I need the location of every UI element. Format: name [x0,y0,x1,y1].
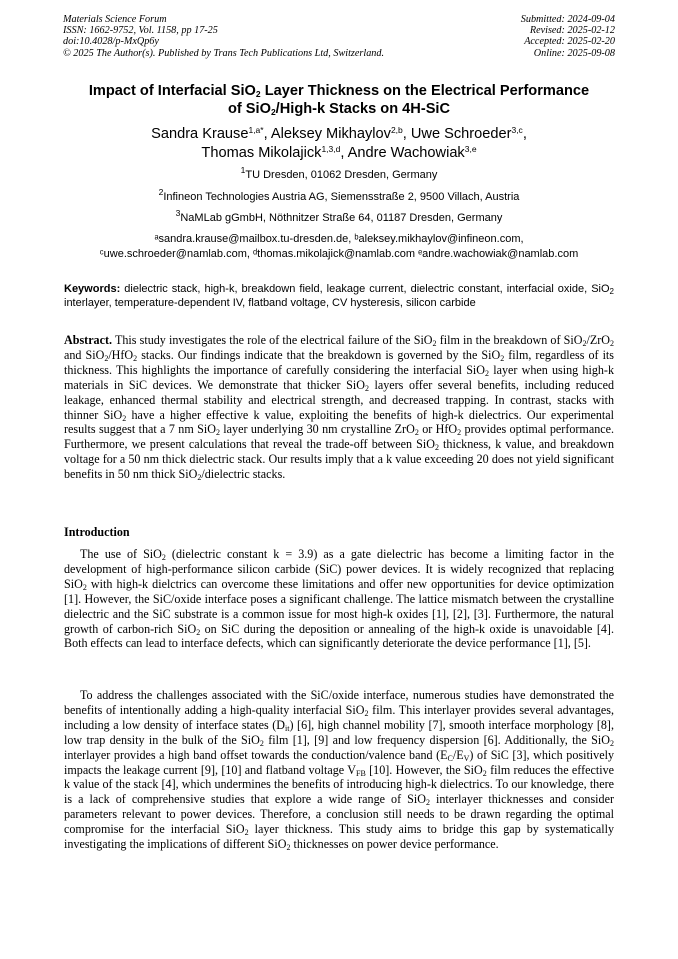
copyright-line: © 2025 The Author(s). Published by Trans Tech Publications Ltd, Switzerland. [63,47,385,59]
submitted-date: Submitted: 2024-09-04 [520,14,615,25]
affiliation-1: $^1$TU Dresden, 01062 Dresden, Germany [240,165,438,181]
submission-dates [521,14,615,59]
journal-doi: doi:10.4028/p-MxQp6y [63,36,159,48]
author-name: Sandra Krause [151,126,249,142]
keywords-label: Keywords: [64,283,121,295]
author-name: , Uwe Schroeder [402,126,512,142]
author-emails [40,232,638,262]
email-line[interactable]: ᶜuwe.schroeder@namlab.com, ᵈthomas.mikolajick@namlab.com ᵉandre.wachowiak@namlab.com [99,248,579,260]
affiliation-3: $^3$NaMLab gGmbH, Nöthnitzer Straße 64, 01187 Dresden, Germany [175,208,503,224]
affiliation-2: $^2$Infineon Technologies Austria AG, Siemensstraße 2, 9500 Villach, Austria [158,187,520,203]
introduction-paragraph-2: To address the challenges associated with the SiC/oxide interface, numerous studies have demonstrated the benefits of intentionally adding a high-quality interfacial SiO2 film. This interlayer provides several advantages, including a low density of interface states (Dit) [6], high channel mobility [7], smooth interface morphology [8], low trap density in the bulk of the SiO2 film [1], [9] and low frequency dispersion [6]. Additionally, the SiO2 interlayer provides a high band offset towards the conduction/valence band (EC/EV) of SiC [3], which positively impacts the leakage current [9], [10] and flatband voltage VFB [10]. However, the SiO2 film reduces the effective k value of the stack [4], which undermines the benefits of introducing high-k dielectrics. To our knowledge, there is a lack of comprehensive studies that explore a wide range of SiO2 interlayer thicknesses and consider parameters relevant to power devices. Therefore, a conclusion still needs to be drawn regarding the optimal compromise for the interfacial SiO2 layer thickness. This study aims to bridge this gap by systematically investigating the implications of different SiO2 thicknesses on power device performance. [64,688,615,853]
paper-title: Impact of Interfacial SiO$_2$ Layer Thickness on the Electrical Performance of SiO$_2$/High-k Stacks on 4H-SiC [88,83,590,117]
abstract: Abstract. This study investigates the role of the electrical failure of the SiO2 film in the breakdown of SiO2/ZrO2 and SiO2/HfO2 stacks. Our findings indicate that the breakdown is governed by the SiO2 film, regardless of its thickness. This highlights the importance of carefully considering the interfacial SiO2 layer when using high-k materials in SiC devices. We demonstrate that thicker SiO2 layers offer several benefits, including reduced leakage, enhanced thermal stability and electrical strength, and decreased trapping. In contrast, stacks with thinner SiO2 have a higher effective k value, exploiting the benefits of high-k dielectrics. Our experimental results suggest that a 7 nm SiO2 layer underlying 30 nm crystalline ZrO2 or HfO2 provides optimal performance. Furthermore, we present calculations that reveal the trade-off between SiO2 thickness, k value, and breakdown voltage for a 50 nm thick dielectric stack. Our results imply that a k value exceeding 20 does not yield significant benefits in 50 nm thick SiO2/dielectric stacks. [64,333,615,483]
revised-date: Revised: 2025-02-12 [529,25,615,37]
email-line[interactable]: ᵃsandra.krause@mailbox.tu-dresden.de, ᵇaleksey.mikhaylov@infineon.com, [154,233,524,245]
online-date: Online: 2025-09-08 [533,47,615,59]
author-list: Sandra Krause$^{1,a*}$, Aleksey Mikhaylov$^{2,b}$, Uwe Schroeder$^{3,c}$, Thomas Mikolajick$^{1,3,d}$, Andre Wachowiak$^{3,e}$ [151,125,527,161]
introduction-heading: Introduction [64,525,130,539]
journal-issn: ISSN: 1662-9752, Vol. 1158, pp 17-25 [63,25,218,37]
journal-name: Materials Science Forum [63,14,167,25]
abstract-label: Abstract. [64,333,113,347]
keywords: Keywords: dielectric stack, high-k, breakdown field, leakage current, dielectric constant, interfacial oxide, SiO2 interlayer, temperature-dependent IV, flatband voltage, CV hysteresis, silicon carbide [64,283,614,309]
introduction-paragraph-1: The use of SiO2 (dielectric constant k = 3.9) as a gate dielectric has become a limiting factor in the development of high-performance silicon carbide (SiC) power devices. It is widely recognized that replacing SiO2 with high-k dielctrics can overcome these limitations and offer new opportunities for device optimization [1]. However, the SiC/oxide interface poses a significant challenge. The lattice mismatch between the crystalline dielectric and the SiC substrate is a common issue for most high-k oxides [1], [2], [3]. Furthermore, the natural growth of carbon-rich SiO2 on SiC during the deposition or annealing of the high-k oxide is unavoidable [4]. Both effects can lead to interface defects, which can significantly deteriorate the device performance [1], [5]. [64,547,615,651]
author-name: , Andre Wachowiak [340,145,465,161]
accepted-date: Accepted: 2025-02-20 [524,36,615,48]
author-name: , Aleksey Mikhaylov [263,126,391,142]
journal-info [63,14,384,59]
author-name: Thomas Mikolajick [201,145,322,161]
